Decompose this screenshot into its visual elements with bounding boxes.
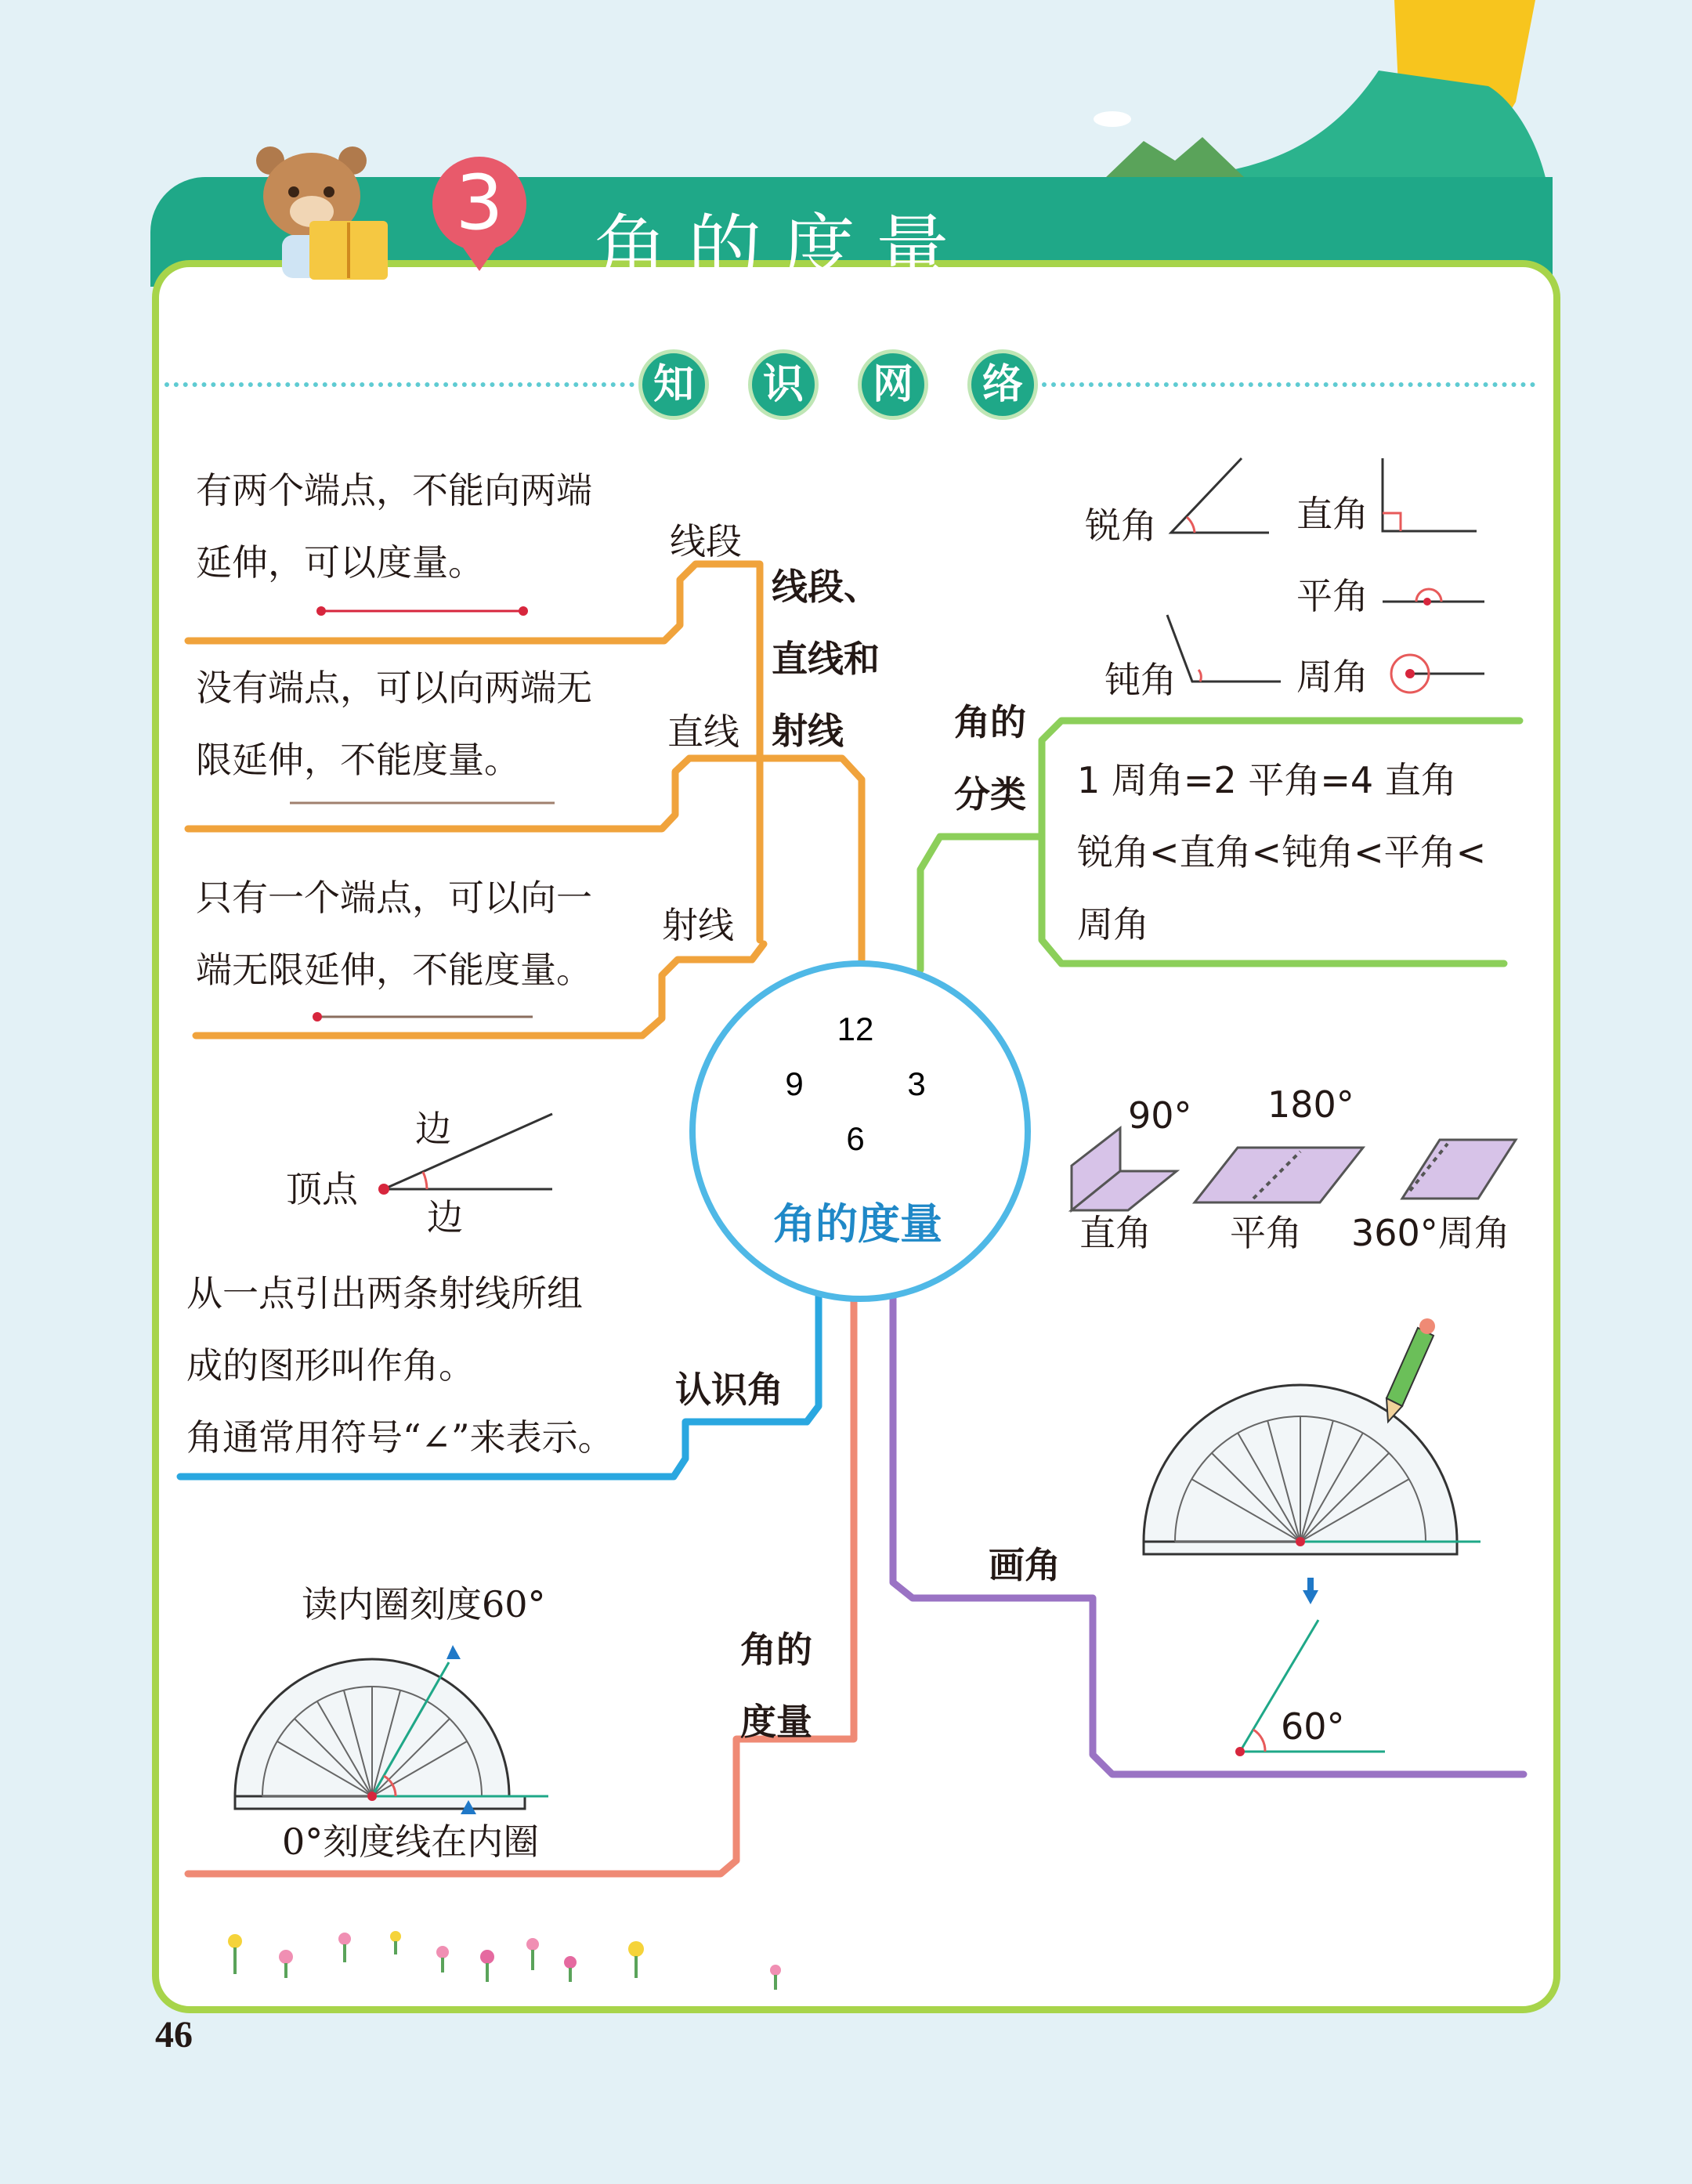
ray-desc-2: 端无限延伸，不能度量。 xyxy=(196,949,592,991)
round-angle-label: 周角 xyxy=(1296,656,1368,698)
relation-line-2: 锐角<直角<钝角<平角< xyxy=(1077,831,1487,873)
straight-angle-label: 平角 xyxy=(1296,575,1368,617)
chapter-title: 角的度量 xyxy=(594,207,971,292)
segment-label: 线段 xyxy=(670,520,742,562)
line-label: 直线 xyxy=(667,711,739,753)
book-90-degree: 90° xyxy=(1128,1094,1192,1137)
vertex-label: 顶点 xyxy=(286,1168,358,1210)
measure-note-top: 读内圈刻度60° xyxy=(302,1583,546,1625)
side-top-label: 边 xyxy=(415,1108,451,1150)
measure-title-1: 角的 xyxy=(740,1629,812,1671)
page-number: 46 xyxy=(155,2014,193,2056)
right-angle-label: 直角 xyxy=(1296,493,1368,535)
measure-note-bottom: 0°刻度线在内圈 xyxy=(282,1821,540,1863)
section-char-4: 络 xyxy=(967,349,1038,420)
book-round-label: 360°周角 xyxy=(1351,1212,1510,1254)
acute-angle-label: 锐角 xyxy=(1085,504,1157,547)
know-desc-3: 角通常用符号“∠”来表示。 xyxy=(186,1416,614,1459)
obtuse-angle-label: 钝角 xyxy=(1104,659,1177,701)
relation-line-1: 1 周角=2 平角=4 直角 xyxy=(1077,759,1457,801)
line-branch-title-1: 线段、 xyxy=(772,566,880,608)
book-straight-label: 平角 xyxy=(1230,1212,1302,1254)
segment-desc-1: 有两个端点，不能向两端 xyxy=(196,469,592,512)
chapter-number-badge: 3 xyxy=(432,157,526,251)
hub-title: 角的度量 xyxy=(773,1199,942,1249)
drawn-angle-degree: 60° xyxy=(1281,1705,1345,1748)
classify-title-2: 分类 xyxy=(954,773,1026,815)
clock-num-9: 9 xyxy=(785,1065,804,1102)
line-branch-title-2: 直线和 xyxy=(772,638,880,680)
segment-desc-2: 延伸，可以度量。 xyxy=(196,541,484,584)
book-180-degree: 180° xyxy=(1267,1083,1354,1126)
ray-desc-1: 只有一个端点，可以向一 xyxy=(196,877,592,919)
section-char-3: 网 xyxy=(858,349,928,420)
clock-num-12: 12 xyxy=(837,1011,874,1047)
draw-branch-title: 画角 xyxy=(989,1544,1061,1586)
classify-title-1: 角的 xyxy=(954,701,1026,743)
know-desc-2: 成的图形叫作角。 xyxy=(186,1344,475,1387)
line-desc-2: 限延伸，不能度量。 xyxy=(196,739,520,781)
side-bottom-label: 边 xyxy=(427,1196,463,1238)
section-char-1: 知 xyxy=(638,349,709,420)
know-desc-1: 从一点引出两条射线所组 xyxy=(186,1272,583,1314)
line-desc-1: 没有端点，可以向两端无 xyxy=(196,667,592,709)
section-char-2: 识 xyxy=(748,349,819,420)
measure-title-2: 度量 xyxy=(740,1701,812,1743)
book-right-label: 直角 xyxy=(1079,1212,1152,1254)
know-branch-title: 认识角 xyxy=(675,1369,783,1411)
clock-num-3: 3 xyxy=(907,1065,926,1102)
relation-line-3: 周角 xyxy=(1077,903,1149,946)
line-branch-title-3: 射线 xyxy=(772,710,844,752)
ray-label: 射线 xyxy=(662,904,734,946)
clock-num-6: 6 xyxy=(846,1120,865,1157)
